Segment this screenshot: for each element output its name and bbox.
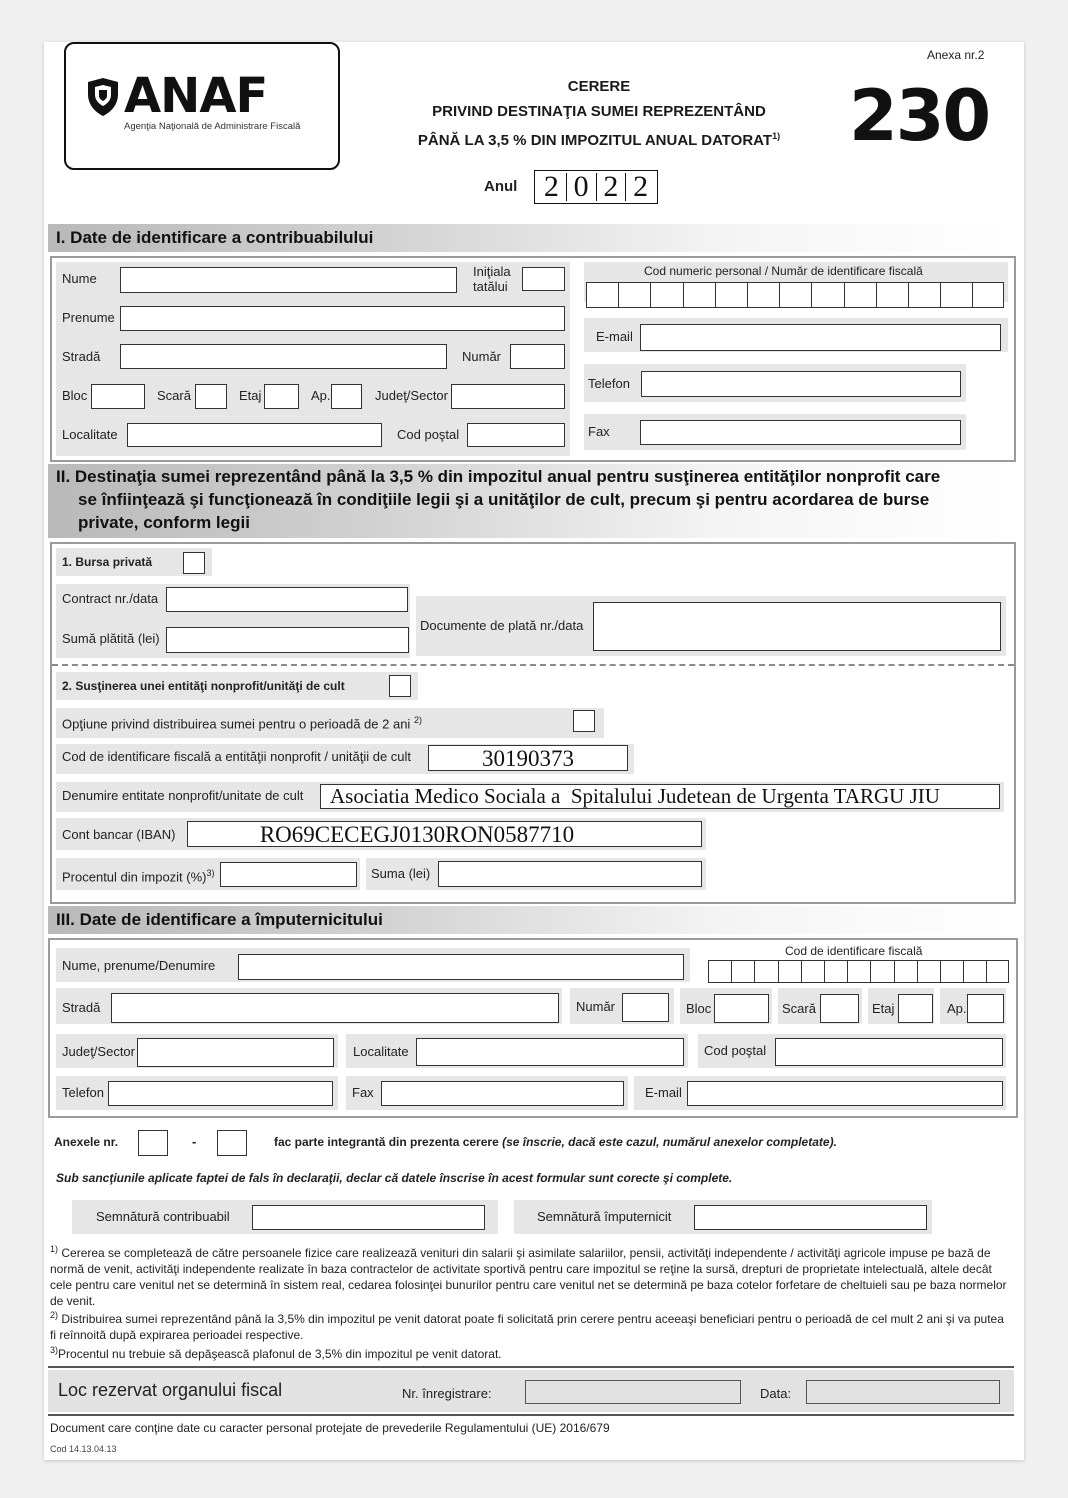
localitate-label: Localitate xyxy=(62,427,118,442)
initiala-label xyxy=(473,264,511,294)
imp-strada-field[interactable] xyxy=(111,993,559,1023)
fiscal-nr-label: Nr. înregistrare: xyxy=(402,1386,492,1401)
imp-cod-postal-label: Cod poştal xyxy=(704,1043,767,1058)
imp-email-label: E-mail xyxy=(645,1085,682,1100)
scara-field[interactable] xyxy=(195,384,227,409)
imp-scara-field[interactable] xyxy=(820,994,859,1023)
year-digit: 2 xyxy=(633,170,649,203)
suma-label: Suma (lei) xyxy=(371,866,431,881)
imp-etaj-label: Etaj xyxy=(872,1001,895,1016)
sustinere-checkbox[interactable] xyxy=(389,675,411,697)
etaj-label: Etaj xyxy=(239,388,262,403)
fiscal-data-label: Data: xyxy=(760,1386,792,1401)
year-digit: 0 xyxy=(567,173,597,201)
anexe-text xyxy=(274,1135,837,1149)
imp-scara-label: Scară xyxy=(782,1001,816,1016)
cif-value: 30190373 xyxy=(482,746,574,771)
judet-field[interactable] xyxy=(451,384,565,409)
imp-judet-field[interactable] xyxy=(137,1038,334,1067)
section-2-title xyxy=(48,464,1008,538)
fiscal-bottom-rule xyxy=(48,1414,1014,1416)
section-2-title-line-2: se înfiinţează şi funcţionează în condiţiile legii şi a unităţilor de cult, precum şi pentru acordarea de burse xyxy=(78,490,930,509)
tatalui-text: tatălui xyxy=(473,279,508,294)
year-label: Anul xyxy=(484,178,518,195)
anexe-dash: - xyxy=(192,1134,197,1149)
ap-label: Ap. xyxy=(311,388,331,403)
anexe-from-field[interactable] xyxy=(138,1130,168,1156)
fiscal-top-rule xyxy=(48,1366,1014,1368)
scara-label: Scară xyxy=(157,388,191,403)
footnote-3-text: Procentul nu trebuie să depăşească plafonul de 3,5% din impozitul pe venit datorat. xyxy=(58,1347,502,1361)
procent-footnote-mark: 3) xyxy=(206,868,215,878)
denumire-value: Asociatia Medico Sociala a Spitalului Judetean de Urgenta TARGU JIU xyxy=(330,784,940,808)
shield-icon xyxy=(86,78,120,116)
cod-postal-label: Cod poştal xyxy=(397,427,460,442)
footnote-1 xyxy=(50,1241,1012,1309)
imp-localitate-label: Localitate xyxy=(353,1044,409,1059)
imp-ap-field[interactable] xyxy=(967,994,1004,1023)
fax-label: Fax xyxy=(588,424,610,439)
judet-label: Judeţ/Sector xyxy=(375,388,448,403)
footnote-3-mark: 3) xyxy=(50,1345,59,1355)
logo-subtitle: Agenţia Naţională de Administrare Fiscală xyxy=(124,121,301,132)
form-code: Cod 14.13.04.13 xyxy=(50,1444,117,1454)
imp-strada-label: Stradă xyxy=(62,1000,101,1015)
strada-field[interactable] xyxy=(120,344,447,369)
initiala-field[interactable] xyxy=(522,267,565,291)
imp-telefon-field[interactable] xyxy=(108,1081,333,1106)
imp-numar-field[interactable] xyxy=(622,993,669,1022)
fax-field[interactable] xyxy=(640,420,961,445)
iban-label: Cont bancar (IBAN) xyxy=(62,827,176,842)
title-line-3 xyxy=(374,124,824,153)
initiala-text: Iniţiala xyxy=(473,264,511,279)
procent-field[interactable] xyxy=(220,862,357,887)
gdpr-text: Document care conţine date cu caracter personal protejate de prevederile Regulamentului (UE) 2016/679 xyxy=(50,1421,610,1435)
semnatura-imputernicit-field[interactable] xyxy=(694,1205,927,1230)
footnote-1-mark: 1) xyxy=(50,1244,59,1254)
nume-label: Nume xyxy=(62,271,97,286)
imp-cif-label: Cod de identificare fiscală xyxy=(785,944,923,958)
documente-label: Documente de plată nr./data xyxy=(420,618,584,633)
imp-fax-label: Fax xyxy=(352,1085,374,1100)
imp-bloc-field[interactable] xyxy=(714,994,769,1023)
title-line-1: CERERE xyxy=(567,78,631,95)
email-label: E-mail xyxy=(596,329,633,344)
telefon-field[interactable] xyxy=(641,371,961,397)
imp-cif-field[interactable] xyxy=(708,960,1009,983)
nume-field[interactable] xyxy=(120,267,457,293)
optiune-text: Opţiune privind distribuirea sumei pentru o perioadă de 2 ani xyxy=(62,716,411,732)
procent-label xyxy=(62,868,215,884)
anexe-to-field[interactable] xyxy=(217,1130,247,1156)
footnote-2 xyxy=(50,1307,1012,1343)
dashed-divider xyxy=(52,664,1014,666)
anexe-label: Anexele nr. xyxy=(54,1135,119,1149)
section-1-title: I. Date de identificare a contribuabilului xyxy=(48,224,1008,252)
bloc-field[interactable] xyxy=(91,384,145,409)
imp-cod-postal-field[interactable] xyxy=(775,1038,1003,1066)
ap-field[interactable] xyxy=(331,384,362,409)
imp-bloc-label: Bloc xyxy=(686,1001,712,1016)
suma-platita-field[interactable] xyxy=(166,627,409,653)
year-digit: 2 xyxy=(537,173,567,201)
cnp-field[interactable] xyxy=(586,282,1004,308)
section-3-title: III. Date de identificare a împuternicitului xyxy=(48,906,1008,934)
form-page xyxy=(44,42,1024,1460)
suma-field[interactable] xyxy=(438,861,702,887)
imp-email-field[interactable] xyxy=(687,1081,1003,1106)
contract-label: Contract nr./data xyxy=(62,591,159,606)
title-footnote-mark: 1) xyxy=(772,131,781,141)
semnatura-contribuabil-label: Semnătură contribuabil xyxy=(96,1209,230,1224)
anexe-note: (se înscrie, dacă este cazul, numărul anexelor completate). xyxy=(502,1135,837,1149)
section-2-title-line-3: private, conform legii xyxy=(78,513,250,532)
year-field[interactable] xyxy=(534,170,658,204)
iban-value: RO69CECEGJ0130RON0587710 xyxy=(259,822,575,847)
telefon-label: Telefon xyxy=(588,376,630,391)
email-field[interactable] xyxy=(640,324,1001,351)
declaration-text: Sub sancţiunile aplicate faptei de fals în declaraţii, declar că datele înscrise în acest formular sunt corecte şi complete. xyxy=(56,1171,733,1185)
strada-label: Stradă xyxy=(62,349,101,364)
imp-numar-label: Număr xyxy=(576,999,616,1014)
semnatura-contribuabil-field[interactable] xyxy=(252,1205,485,1230)
suma-platita-label: Sumă plătită (lei) xyxy=(62,631,160,646)
optiune-footnote-mark: 2) xyxy=(413,715,422,725)
section-2-title-line-1: II. Destinaţia sumei reprezentând până la 3,5 % din impozitul anual pentru susţinerea entităţilor nonprofit care xyxy=(56,467,941,486)
imp-nume-label: Nume, prenume/Denumire xyxy=(62,958,216,973)
semnatura-imputernicit-label: Semnătură împuternicit xyxy=(537,1209,672,1224)
imp-localitate-field[interactable] xyxy=(416,1038,684,1066)
imp-fax-field[interactable] xyxy=(381,1081,624,1106)
footnote-2-mark: 2) xyxy=(50,1310,59,1320)
annex-label: Anexa nr.2 xyxy=(927,48,985,62)
title-line-3-text: PÂNĂ LA 3,5 % DIN IMPOZITUL ANUAL DATORAT xyxy=(417,132,773,149)
footnote-2-text: Distribuirea sumei reprezentând până la 3,5% din impozitul pe venit datorat poate fi solicitată prin cerere pentru aceeaşi beneficiari pentru o perioadă de cel mult 2 ani şi va putea fi reînnoită după expirarea perioadei respective. xyxy=(50,1312,1004,1342)
form-title xyxy=(374,74,824,153)
procent-text: Procentul din impozit (%) xyxy=(62,869,207,885)
bursa-label: 1. Bursa privată xyxy=(62,555,153,569)
imp-ap-label: Ap. xyxy=(947,1001,967,1016)
localitate-field[interactable] xyxy=(127,423,382,447)
fiscal-data-field[interactable] xyxy=(806,1380,1000,1404)
logo-text: ANAF xyxy=(124,68,268,124)
bloc-label: Bloc xyxy=(62,388,88,403)
fiscal-label: Loc rezervat organului fiscal xyxy=(58,1380,283,1400)
documente-field[interactable] xyxy=(593,602,1001,651)
optiune-checkbox[interactable] xyxy=(573,710,595,732)
cnp-label: Cod numeric personal / Număr de identificare fiscală xyxy=(644,264,923,278)
imp-judet-label: Judeţ/Sector xyxy=(62,1044,135,1059)
prenume-label: Prenume xyxy=(62,310,115,325)
denumire-label: Denumire entitate nonprofit/unitate de cult xyxy=(62,788,304,803)
imp-etaj-field[interactable] xyxy=(898,994,933,1023)
imp-nume-field[interactable] xyxy=(238,954,684,980)
form-number: 230 xyxy=(849,75,990,157)
fiscal-nr-field[interactable] xyxy=(525,1380,741,1404)
numar-field[interactable] xyxy=(510,344,565,369)
prenume-field[interactable] xyxy=(120,306,565,331)
imp-telefon-label: Telefon xyxy=(62,1085,104,1100)
etaj-field[interactable] xyxy=(264,384,299,409)
footnote-1-text: Cererea se completează de către persoanele fizice care realizează venituri din salarii şi asimilate salariilor, pensii, activităţi independente / activităţi agricole impuse pe bază de normă de venit, activităţi independente realizate în baza contractelor de activitate sportivă pentru care impozitul se reţine la sursă, drepturi de proprietate intelectuală, altele decât cele pentru care venitul net se determină în sistem real, cedarea folosinţei bunurilor pentru care venitul net se determină pe baza cotelor forfetare de cheltuieli sau pe baza normelor de venit. xyxy=(50,1246,1007,1308)
title-line-2: PRIVIND DESTINAŢIA SUMEI REPREZENTÂND xyxy=(432,103,766,120)
cif-label: Cod de identificare fiscală a entităţii nonprofit / unităţii de cult xyxy=(62,749,412,764)
sustinere-label: 2. Susţinerea unei entităţi nonprofit/unităţi de cult xyxy=(62,679,345,693)
footnote-3 xyxy=(50,1342,1012,1362)
anexe-main-text: fac parte integrantă din prezenta cerere xyxy=(274,1135,499,1149)
bursa-checkbox[interactable] xyxy=(183,552,205,574)
numar-label: Număr xyxy=(462,349,502,364)
cod-postal-field[interactable] xyxy=(467,423,565,447)
logo-box xyxy=(64,42,340,170)
contract-field[interactable] xyxy=(166,587,408,612)
optiune-label xyxy=(62,715,422,731)
year-digit: 2 xyxy=(597,173,627,201)
